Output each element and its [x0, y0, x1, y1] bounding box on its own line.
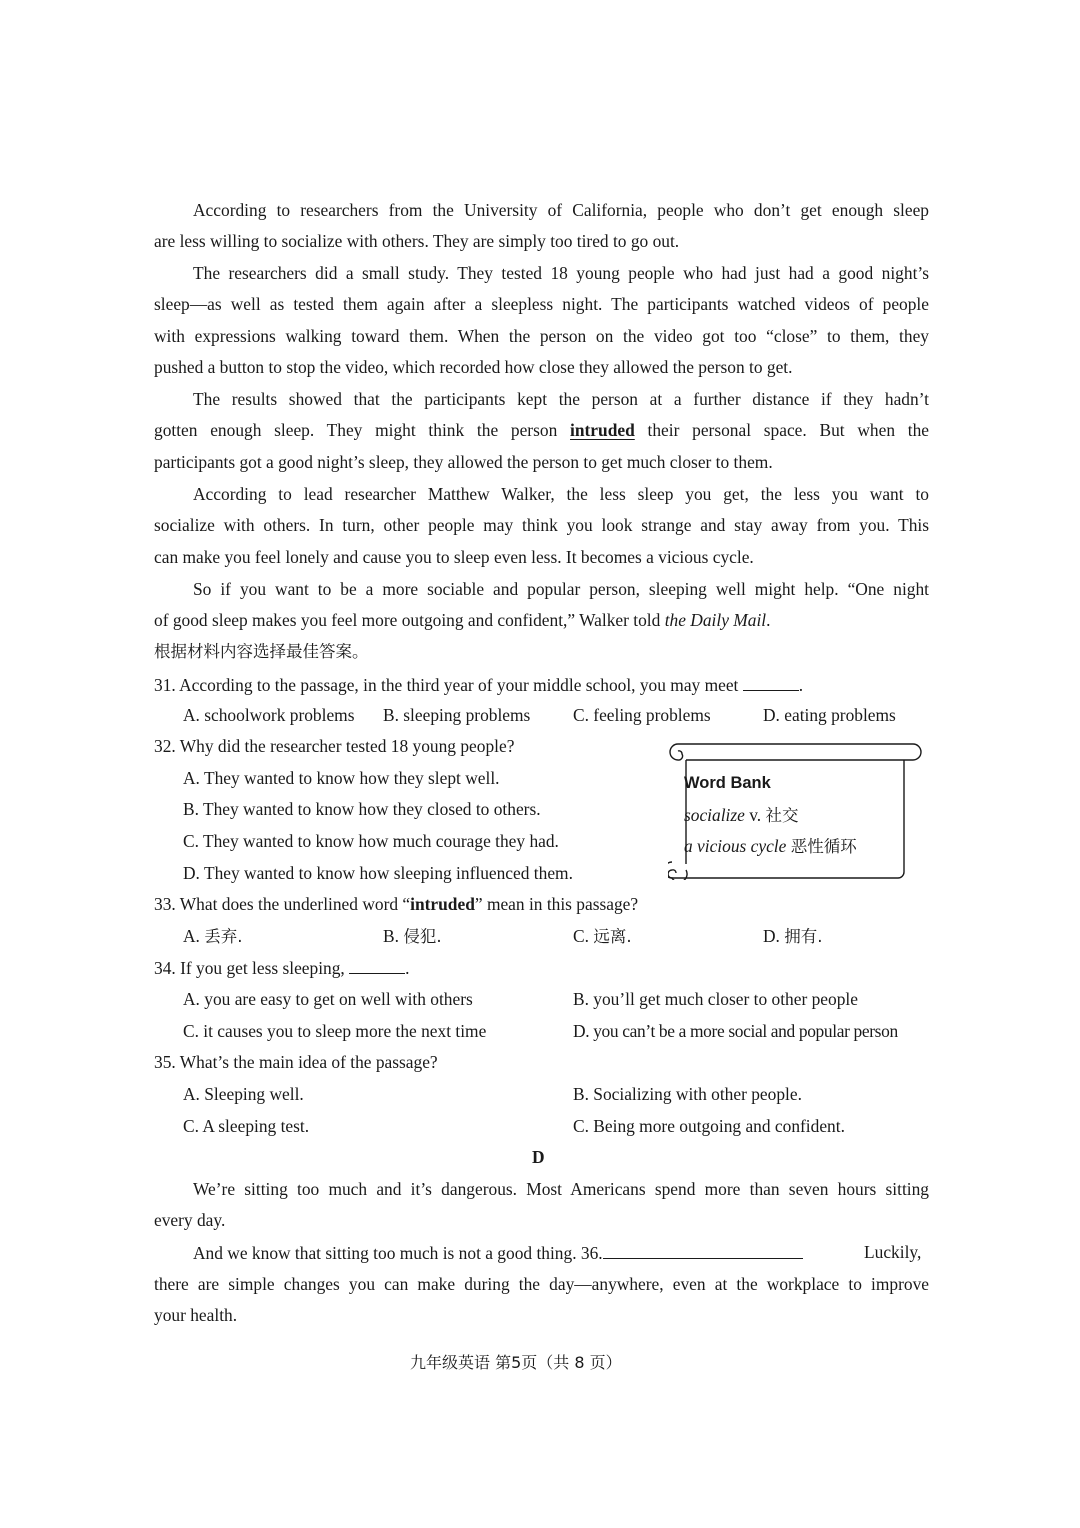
passage-line [193, 1241, 803, 1264]
option-text: 丢弃. [204, 927, 243, 946]
option-32-c[interactable]: C. They wanted to know how much courage they had. [183, 831, 559, 851]
question-34 [154, 956, 410, 979]
passage-text: And we know that sitting too much is not a good thing. 36. [193, 1243, 603, 1263]
answer-blank[interactable] [349, 956, 405, 974]
passage-line: We’re sitting too much and it’s dangerous. Most Americans spend more than seven hours sitting [193, 1179, 929, 1199]
passage-line: According to researchers from the University of California, people who don’t get enough sleep [193, 200, 929, 220]
option-31-a[interactable]: A. schoolwork problems [183, 705, 355, 725]
option-35-c[interactable]: C. A sleeping test. [183, 1116, 310, 1136]
passage-line: pushed a button to stop the video, which recorded how close they allowed the person to get. [154, 357, 793, 377]
option-text: 侵犯. [403, 927, 442, 946]
word-bank [668, 742, 923, 880]
word-bank-entry [684, 804, 799, 827]
option-32-b[interactable]: B. They wanted to know how they closed to others. [183, 799, 541, 819]
passage-text: Luckily, [864, 1242, 922, 1262]
passage-text: of good sleep makes you feel more outgoing and confident,” Walker told [154, 610, 661, 630]
passage-line: So if you want to be a more sociable and popular person, sleeping well might help. “One night [193, 579, 929, 599]
question-32: 32. Why did the researcher tested 18 young people? [154, 736, 515, 756]
option-text: 远离. [593, 927, 632, 946]
passage-line: every day. [154, 1210, 226, 1230]
question-stem: 31. According to the passage, in the third year of your middle school, you may meet [154, 675, 739, 695]
page-footer: 九年级英语 第5页（共 8 页） [410, 1353, 622, 1372]
stem-end: . [405, 958, 410, 978]
question-stem: 33. What does the underlined word “ [154, 894, 411, 914]
passage-line: can make you feel lonely and cause you to sleep even less. It becomes a vicious cycle. [154, 547, 754, 567]
passage-line: The results showed that the participants kept the person at a further distance if they hadn’t [193, 389, 929, 409]
option-34-b[interactable]: B. you’ll get much closer to other people [573, 989, 858, 1009]
stem-end: . [798, 675, 804, 695]
question-35: 35. What’s the main idea of the passage? [154, 1052, 438, 1072]
option-31-c[interactable]: C. feeling problems [573, 705, 711, 725]
option-32-d[interactable]: D. They wanted to know how sleeping influenced them. [183, 863, 573, 883]
answer-blank[interactable] [743, 673, 799, 691]
keyword: intruded [410, 894, 475, 914]
option-33-b[interactable] [383, 925, 442, 948]
option-35-a[interactable]: A. Sleeping well. [183, 1084, 304, 1104]
option-letter: A. [183, 926, 200, 946]
passage-line: with expressions walking toward them. When the person on the video got too “close” to them, they [154, 326, 929, 346]
question-stem: ” mean in this passage? [474, 894, 639, 914]
question-stem: 34. If you get less sleeping, [154, 958, 345, 978]
question-33 [154, 893, 638, 915]
underlined-word-intruded: intruded [570, 420, 635, 440]
translation: 恶性循环 [790, 837, 857, 856]
section-heading-d: D [532, 1147, 545, 1167]
option-letter: C. [573, 926, 589, 946]
option-text: 拥有. [784, 927, 823, 946]
source-daily-mail: the Daily Mail [664, 610, 767, 630]
translation: 社交 [765, 806, 799, 825]
word-bank-entry [684, 835, 857, 858]
passage-line [154, 609, 771, 631]
option-letter: B. [383, 926, 399, 946]
passage-line: The researchers did a small study. They tested 18 young people who had just had a good night’s [193, 263, 929, 283]
option-letter: D. [763, 926, 780, 946]
option-35-b[interactable]: B. Socializing with other people. [573, 1084, 802, 1104]
question-31 [154, 673, 803, 696]
option-31-d[interactable]: D. eating problems [763, 705, 896, 725]
passage-line: participants got a good night’s sleep, they allowed the person to get much closer to them. [154, 452, 773, 472]
option-35-d[interactable]: C. Being more outgoing and confident. [573, 1116, 845, 1136]
passage-line [154, 419, 929, 441]
passage-line: sleep—as well as tested them again after a sleepless night. The participants watched videos of people [154, 294, 929, 314]
word-bank-title: Word Bank [684, 774, 771, 792]
instruction: 根据材料内容选择最佳答案。 [154, 642, 369, 661]
part-of-speech: v. [749, 805, 762, 825]
passage-line: According to lead researcher Matthew Walker, the less sleep you get, the less you want to [193, 484, 929, 504]
passage-line: socialize with others. In turn, other people may think you look strange and stay away from you. This [154, 515, 929, 535]
passage-line: there are simple changes you can make during the day—anywhere, even at the workplace to improve [154, 1274, 929, 1294]
passage-line: are less willing to socialize with others. They are simply too tired to go out. [154, 231, 680, 251]
option-31-b[interactable]: B. sleeping problems [383, 705, 531, 725]
passage-text: gotten enough sleep. They might think the person [154, 420, 558, 440]
option-34-d[interactable]: D. you can’t be a more social and popular person [573, 1021, 898, 1041]
option-34-c[interactable]: C. it causes you to sleep more the next time [183, 1021, 487, 1041]
option-34-a[interactable]: A. you are easy to get on well with others [183, 989, 473, 1009]
passage-line: your health. [154, 1305, 238, 1325]
term: socialize [684, 805, 745, 825]
option-32-a[interactable]: A. They wanted to know how they slept well. [183, 768, 500, 788]
passage-text: . [766, 610, 771, 630]
answer-blank-36[interactable] [603, 1241, 803, 1259]
term: a vicious cycle [684, 836, 787, 856]
option-33-a[interactable] [183, 925, 243, 948]
option-33-c[interactable] [573, 925, 632, 948]
option-33-d[interactable] [763, 925, 823, 948]
passage-text: their personal space. But when the [647, 420, 929, 440]
